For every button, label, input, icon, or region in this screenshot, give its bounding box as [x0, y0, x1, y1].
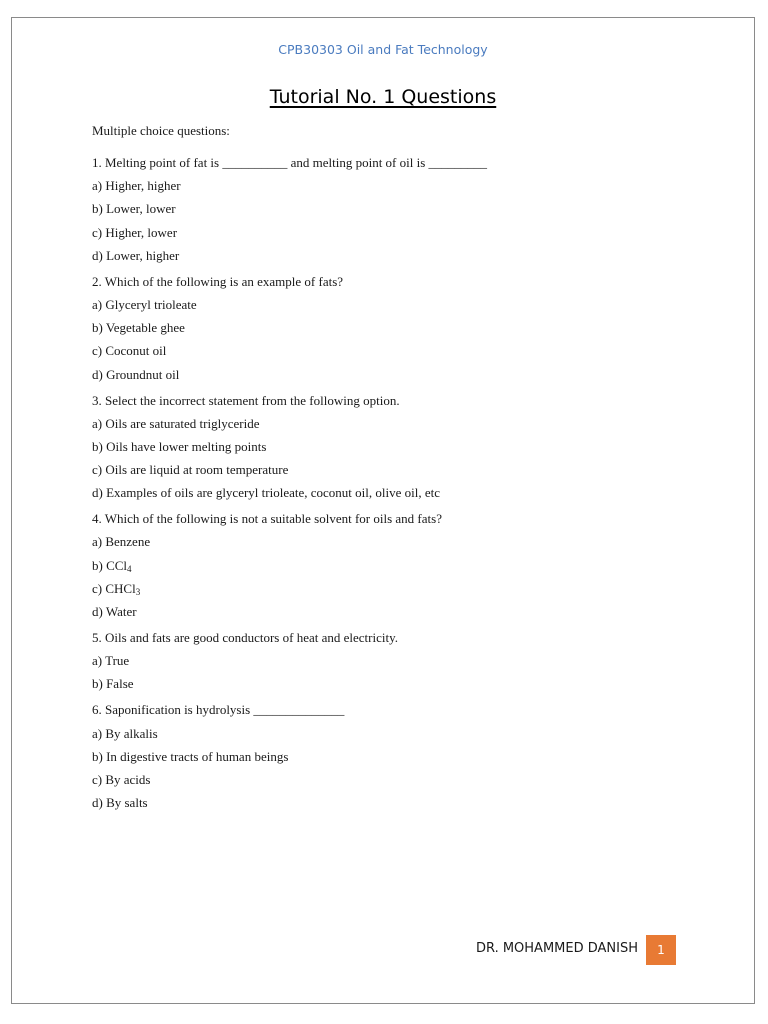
- option-b: b) False: [92, 676, 134, 692]
- option-a: a) Higher, higher: [92, 178, 181, 194]
- option-a: a) Oils are saturated triglyceride: [92, 415, 260, 431]
- question-3: [92, 392, 712, 502]
- option-d: d) By salts: [92, 795, 148, 811]
- option-d: d) Lower, higher: [92, 247, 180, 263]
- option-a: a) Benzene: [92, 534, 151, 550]
- option-d: d) Examples of oils are glyceryl trioleate, coconut oil, olive oil, etc: [92, 485, 440, 501]
- option-d: d) Water: [92, 604, 137, 619]
- option-c: c) By acids: [92, 771, 151, 787]
- option-text: b) CCl: [92, 557, 128, 573]
- option-b: [92, 557, 712, 574]
- option-c: c) Coconut oil: [92, 343, 167, 359]
- option-a: a) True: [92, 653, 130, 669]
- option-b: b) Vegetable ghee: [92, 320, 185, 336]
- question-text: 3. Select the incorrect statement from the following option.: [92, 392, 400, 408]
- question-1: [92, 154, 712, 264]
- course-header: CPB30303 Oil and Fat Technology: [278, 42, 488, 57]
- option-a: a) By alkalis: [92, 725, 158, 741]
- page-title: Tutorial No. 1 Questions: [269, 86, 497, 108]
- question-4: [92, 510, 712, 620]
- page-number-badge: 1: [646, 935, 676, 965]
- question-6: [92, 701, 712, 811]
- option-c: c) Oils are liquid at room temperature: [92, 462, 289, 478]
- question-text: 1. Melting point of fat is __________ and melting point of oil is _________: [92, 155, 488, 170]
- question-2: [92, 273, 712, 383]
- subscript: 4: [127, 563, 132, 574]
- option-c: c) Higher, lower: [92, 224, 178, 240]
- document-page: [11, 17, 755, 1004]
- option-b: b) In digestive tracts of human beings: [92, 748, 289, 764]
- footer-author: DR. MOHAMMED DANISH: [475, 941, 638, 956]
- question-text: 2. Which of the following is an example of fats?: [92, 273, 344, 289]
- question-text: 4. Which of the following is not a suitable solvent for oils and fats?: [92, 511, 442, 527]
- option-a: a) Glyceryl trioleate: [92, 296, 197, 312]
- subscript: 3: [135, 586, 141, 597]
- option-b: b) Lower, lower: [92, 201, 176, 217]
- option-text: c) CHCl: [92, 580, 136, 596]
- question-5: [92, 629, 712, 692]
- question-text: 6. Saponification is hydrolysis ______________: [92, 702, 345, 718]
- question-text: 5. Oils and fats are good conductors of heat and electricity.: [92, 630, 398, 645]
- section-title: Multiple choice questions:: [92, 123, 230, 138]
- option-d: d) Groundnut oil: [92, 366, 180, 382]
- document-body: [92, 122, 712, 820]
- option-c: [92, 580, 712, 597]
- option-b: b) Oils have lower melting points: [92, 438, 267, 454]
